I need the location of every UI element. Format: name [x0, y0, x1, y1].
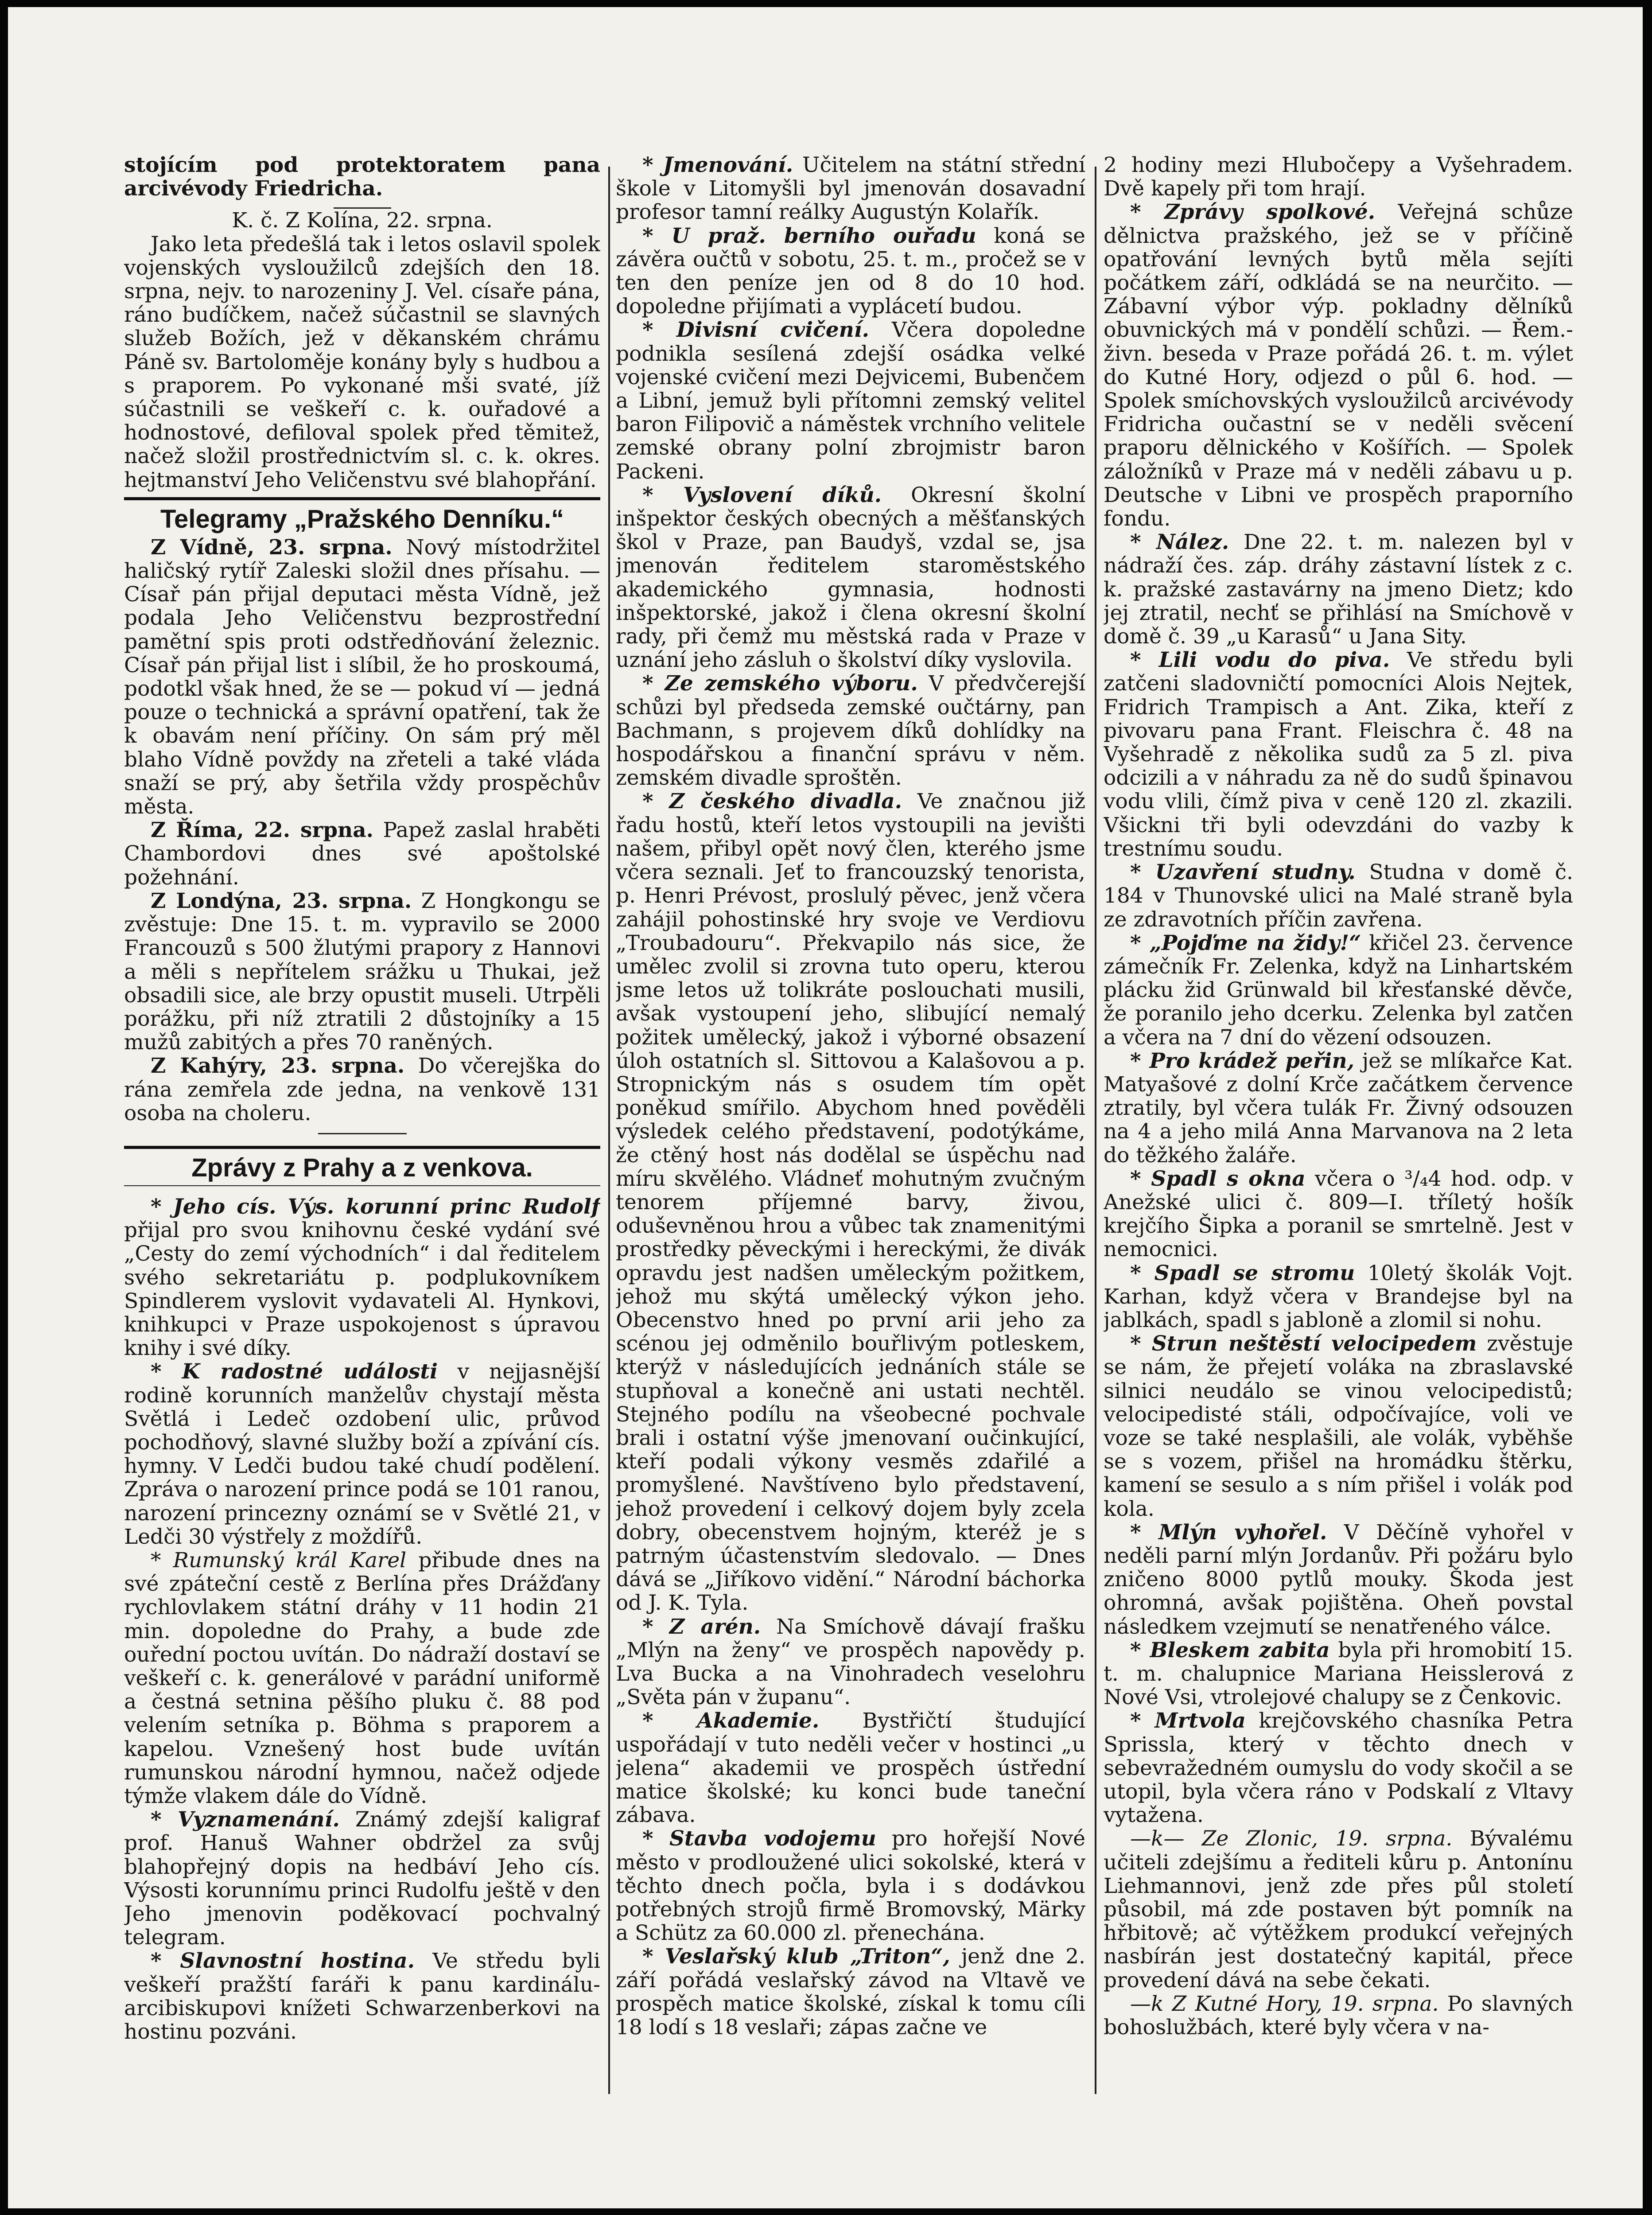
news-item: * Z arén. Na Smíchově dávají frašku „Mlýn na ženy“ ve prospěch napovědy p. Lva Bucka a na Vinohradech veselohru „Světa pán v županu“. [616, 1614, 1085, 1710]
news-heading: Zprávy z Prahy a z venkova. [191, 1153, 533, 1182]
news-item: * Rumunský král Karel přibude dnes na své zpáteční cestě z Berlína přes Drážďany rychlovlakem státní dráhy v 11 hodin 21 min. dopoledne do Prahy, a bude zde ouřední poctou uvítán. Do nádraží dostaví se veškeří c. k. generálové v parádní uniformě a čestná setnina pěšího pluku č. 88 pod velením setníka p. Böhma s praporem a kapelou. Vznešený host bude uvítán rumunskou národní hymnou, načež odjede týmže vlakem dále do Vídně. [124, 1548, 600, 1808]
news-item: * Spadl s okna včera o ³/₄4 hod. odp. v Anežské ulici č. 809—I. tříletý hošík krejčího Šipka a poranil se smrtelně. Jest v nemocnici. [1104, 1166, 1573, 1262]
news-item: * Mrtvola krejčovského chasníka Petra Sprissla, který v těchto dnech v sebevražedném oumyslu do vody skočil a se utopil, byla včera ráno v Podskalí z Vltavy vytažena. [1104, 1709, 1573, 1828]
kolin-dateline: K. č. Z Kolína, 22. srpna. [232, 208, 493, 233]
news-item: * Stavba vodojemu pro hořejší Nové město v prodloužené ulici sokolské, která v těchto dnech počla, byla i s dodávkou potřebných strojů firmě Bromovský, Märky a Schütz za 60.000 zl. přenechána. [616, 1826, 1085, 1946]
telegram-vienna: Z Vídně, 23. srpna. Nový místodržitel haličský rytíř Zaleski složil dnes přísahu. — Císař pán přijal deputaci města Vídně, jež podala Jeho Veličenstvu bezprostřední pamětní spis proti odstředňování železnic. Císař pán přijal list i slíbil, že ho proskoumá, podotkl však hned, že se — pokud ví — jedná pouze o technická a správní opatření, tak že k obavám není příčiny. On sám prý měl blaho Vídně povždy na zřeteli a také vláda snaží se prý, aby šetřila vždy prospěchův města. [124, 535, 600, 819]
short-rule [318, 1133, 407, 1134]
news-item: * Zprávy spolkové. Veřejná schůze dělnictva pražského, jež se v příčině opatřování levných bytů měla sejíti počátkem září, odkládá se na neurčito. — Zábavní výbor výp. pokladny dělníků obuvnických má v pondělí schůzi. — Řem.-živn. beseda v Praze pořádá 26. t. m. výlet do Kutné Hory, odjezd o půl 6. hod. — Spolek smíchovských vysloužilců arcivévody Fridricha oučastní se v neděli svěcení praporu dělnického v Košířích. — Spolek záložníků v Praze má v neděli zábavu u p. Deutsche v Libni ve prospěch praporního fondu. [1104, 200, 1573, 531]
news-item: * Mlýn vyhořel. V Děčíně vyhořel v neděli parní mlýn Jordanův. Při požáru bylo zničeno 8000 pytlů mouky. Škoda jest ohromná, avšak pojištěna. Oheň povstal následkem vzejmutí se nenatřeného válce. [1104, 1520, 1573, 1639]
news-item: * Divisní cvičení. Včera dopoledne podnikla sesílená zdejší osádka velké vojenské cvičení mezi Dejvicemi, Bubenčem a Libní, jemuž byli přítomni zemský velitel baron Filipovič a náměstek vrchního velitele zemské obrany polní zbrojmistr baron Packeni. [616, 318, 1085, 484]
news-item: * U praž. berního ouřadu koná se závěra oučtů v sobotu, 25. t. m., pročež se v ten den peníze jen od 8 do 10 hod. dopoledne přijímati a vyplácetí budou. [616, 223, 1085, 319]
news-item: * „Pojďme na židy!“ křičel 23. července zámečník Fr. Zelenka, když na Linhartském plácku žid Grünwald bil křesťanské děvče, že poranilo jeho dcerku. Zelenka byl zatčen a včera na 7 dní do vězení odsouzen. [1104, 930, 1573, 1050]
news-item: * Uzavření studny. Studna v domě č. 184 v Thunovské ulici na Malé straně byla ze zdravotních příčin zavřena. [1104, 860, 1573, 932]
news-item: * Pro krádež peřin, jež se mlíkařce Kat. Matyašové z dolní Krče začátkem července ztratily, byl včera tulák Fr. Živný odsouzen na 4 a jeho milá Anna Marvanova na 2 leta do těžkého žaláře. [1104, 1048, 1573, 1168]
news-item: —k— Ze Zlonic, 19. srpna. Bývalému učiteli zdejšímu a řediteli kůru p. Antonínu Liehmannovi, jenž zde přes půl století působil, má zde postaven být pomník na hřbitově; ač výtěžkem produkcí veřejných nasbírán jest dostatečný kapitál, přece provedení dává na sebe čekati. [1104, 1826, 1573, 1993]
news-item: * Jeho cís. Výs. korunní princ Rudolf přijal pro svou knihovnu české vydání své „Cesty do zemí východních“ i dal ředitelem svého sekretariátu p. podplukovníkem Spindlerem vyslovit vydavateli Al. Hynkovi, knihkupci v Praze uspokojenost s úpravou knihy i své díky. [124, 1194, 600, 1361]
news-item: * Z českého divadla. Ve značnou již řadu hostů, kteří letos vystoupili na jevišti našem, přibyl opět nový člen, kterého jsme včera seznali. Jeť to francouzský tenorista, p. Henri Prévost, proslulý pěvec, jenž včera zahájil pohostinské hry svoje ve Verdiovu „Troubadouru“. Překvapilo nás sice, že umělec zvolil si zrovna tuto operu, kterou jsme letos už tolikráte poslouchati musili, avšak vystoupení jeho, slibující nemalý požitek umělecký, jakož i výborné obsazení úloh ostatních sl. Sittovou a Kalašovou a p. Stropnickým nás s osudem tím opět poněkud smířilo. Abychom hned pověděli výsledek celého představení, podotýkáme, že ctěný host nás dodělal se úspěchu nad míru skvělého. Vládneť mohutným zvučným tenorem příjemné barvy, živou, oduševněnou hrou a vůbec tak znamenitými prostředky pěveckými i hereckými, že divák opravdu jest nadšen uměleckým požitkem, jehož mu skýtá umělecký výkon jeho. Obecenstvo hned po první arii jeho za scénou jej odměnilo bouřlivým potleskem, kterýž v následujících jednáních stále se stupňoval a konečně ani ustati nechtěl. Stejného podílu na všeobecné pochvale brali i ostatní výše jmenovaní oučinkující, kteří podali výkony vesměs zdařilé a promyšlené. Navštíveno bylo představení, jehož provedení i celkový dojem byly zcela dobry, obecenstvem hojným, kteréž je s patrným účastenstvím sledovalo. — Dnes dává se „Jiříkovo vidění.“ Národní báchorka od J. K. Tyla. [616, 789, 1085, 1616]
kolin-article: Jako leta předešlá tak i letos oslavil spolek vojenských vysloužilců zdejších den 18. srpna, nejv. to narozeniny J. Vel. císaře pána, ráno budíčkem, načež súčastnil se slavných služeb Božích, jež v děkanském chrámu Páně sv. Bartoloměje konány byly s hudbou a s praporem. Po vykonané mši svaté, jíž súčastnili se veškeří c. k. ouřadové a hodnostové, defiloval spolek před těmitež, načež složil prostřednictvím sl. c. k. okres. hejtmanství Jeho Veličenstvu své blahopřání. [124, 232, 600, 492]
news-item: * Vyznamenání. Známý zdejší kaligraf prof. Hanuš Wahner obdržel za svůj blahopřejný dopis na hedbáví Jeho cís. Výsosti korunnímu princi Rudolfu ještě v den Jeho jmenovin poděkovací pochvalný telegram. [124, 1807, 600, 1950]
section-rule [124, 1146, 600, 1149]
news-item: * Spadl se stromu 10letý školák Vojt. Karhan, když včera v Brandejse byl na jablkách, spadl s jabloně a zlomil si nohu. [1104, 1261, 1573, 1332]
telegram-cairo: Z Kahýry, 23. srpna. Do včerejška do rána zemřela zde jedna, na venkově 131 osoba na choleru. [124, 1054, 600, 1125]
news-item: * Nález. Dne 22. t. m. nalezen byl v nádraží čes. záp. dráhy zástavní lístek z c. k. pražské zastavárny na jmeno Dietz; kdo jej ztratil, nechť se přihlásí na Smíchově v domě č. 39 „u Karasů“ u Jana Sity. [1104, 530, 1573, 649]
news-item: * Slavnostní hostina. Ve středu byli veškeří pražští faráři k panu kardinálu-arcibiskupovi knížeti Schwarzenberkovi na hostinu pozváni. [124, 1949, 600, 2044]
section-rule [124, 1185, 600, 1186]
column-divider [608, 167, 610, 2094]
news-item: * Lili vodu do piva. Ve středu byli zatčeni sladovničtí pomocníci Alois Nejtek, Fridrich Trampisch a Ant. Zika, kteří z pivovaru pana Frant. Fleischra č. 48 na Vyšehradě z několika sudů za 5 zl. piva odcizili a v náhradu za ně do sudů špinavou vodu vlili, čímž piva v ceně 120 zl. zkazili. Všickni tři byli odevzdáni do vazby k trestnímu soudu. [1104, 648, 1573, 861]
news-item: * Jmenování. Učitelem na státní střední škole v Litomyšli byl jmenován dosavadní profesor tamní reálky Augustýn Kolařík. [616, 153, 1085, 225]
news-item: * Akademie. Bystřičtí študující uspořádají v tuto neděli večer v hostinci „u jelena“ akademii ve prospěch ústřední matice školské; ku konci bude taneční zábava. [616, 1709, 1085, 1828]
news-item: * K radostné události v nejjasnější rodině korunních manželův chystají města Světlá i Ledeč ozdobení ulic, průvod pochodňový, slavné služby boží a zpívání cís. hymny. V Ledči budou také chudí podělení. Zpráva o narození prince podá se 101 ranou, narození princezny oznámí se v Světlé 21, v Ledči 30 výstřely z moždířů. [124, 1359, 600, 1549]
column-2 [616, 153, 1085, 2200]
column-divider [1095, 167, 1096, 2094]
newspaper-page [8, 7, 1643, 2208]
news-item: * Veslařský klub „Triton“, jenž dne 2. září pořádá veslařský závod na Vltavě ve prospěch matice školské, získal k tomu cíli 18 lodí s 18 veslaři; zápas začne ve [616, 1944, 1085, 2040]
section-rule [124, 497, 600, 500]
continued-paragraph: stojícím pod protektoratem pana arcivévody Friedricha. [124, 153, 600, 201]
news-item: * Bleskem zabita byla při hromobití 15. t. m. chalupnice Mariana Heisslerová z Nové Vsi, vtrolejové chalupy se z Čenkovic. [1104, 1638, 1573, 1710]
news-item: * Strun neštěstí velocipedem zvěstuje se nám, že přejetí voláka na zbraslavské silnici neudálo se vinou velocipedistů; velocipedisté stáli, odpočívajíce, voli ve voze se také nesplašili, ale volák, vyběhše se s vozem, přišel na hromádku štěrku, kamení se sesulo a s ním přišel i volák pod kola. [1104, 1331, 1573, 1521]
news-item: * Ze zemského výboru. V předvčerejší schůzi byl předseda zemské oučtárny, pan Bachmann, s projevem díků dohlídky na hospodářskou a finanční správu v něm. zemském divadle sproštěn. [616, 671, 1085, 790]
telegram-rome: Z Říma, 22. srpna. Papež zaslal hraběti Chambordovi dnes své apoštolské požehnání. [124, 818, 600, 890]
news-item: —k Z Kutné Hory, 19. srpna. Po slavných bohoslužbách, které byly včera v na- [1104, 1991, 1573, 2040]
telegram-heading: Telegramy „Pražského Denníku.“ [160, 504, 564, 533]
news-item: * Vyslovení díků. Okresní školní inšpektor českých obecných a měšťanských škol v Praze, pan Baudyš, vzdal se, jsa jmenován ředitelem staroměstského akademického gymnasia, hodnosti inšpektorské, jakož i člena okresní školní rady, při čemž mu městská rada v Praze v uznání jeho zásluh o školství díky vyslovila. [616, 483, 1085, 673]
column-3 [1104, 153, 1573, 2200]
continued-paragraph: 2 hodiny mezi Hlubočepy a Vyšehradem. Dvě kapely při tom hrají. [1104, 153, 1573, 201]
telegram-london: Z Londýna, 23. srpna. Z Hongkongu se zvěstuje: Dne 15. t. m. vypravilo se 2000 Francouzů s 500 žlutými prapory z Hannovi a měli s nepřítelem srážku u Thukai, jež obsadili sice, ale brzy opustit museli. Utrpěli porážku, při níž ztratili 2 důstojníky a 15 mužů zabitých a přes 70 raněných. [124, 888, 600, 1055]
column-1 [124, 153, 600, 2200]
